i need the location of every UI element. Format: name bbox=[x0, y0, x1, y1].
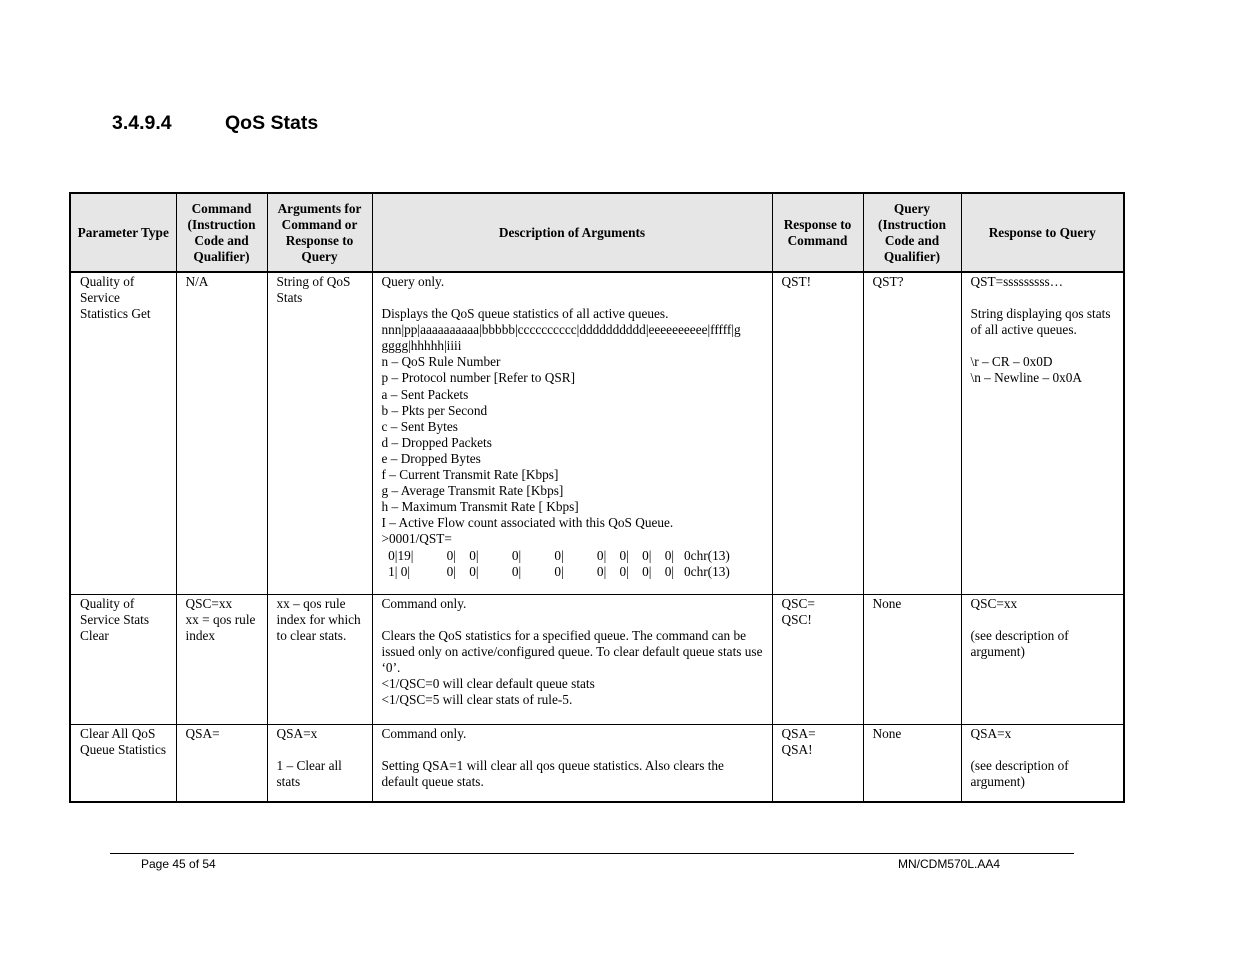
param-cell: Quality of Service Stats Clear bbox=[70, 594, 176, 724]
response-query-cell: QSC=xx (see description of argument) bbox=[961, 594, 1124, 724]
param-cell: Quality of Service Statistics Get bbox=[70, 272, 176, 594]
response-query-cell: QSA=x (see description of argument) bbox=[961, 724, 1124, 802]
header-command: Command (Instruction Code and Qualifier) bbox=[176, 193, 267, 272]
table-row bbox=[70, 272, 1124, 594]
table-row bbox=[70, 594, 1124, 724]
document-id: MN/CDM570L.AA4 bbox=[898, 857, 1001, 871]
description-cell: Command only. Setting QSA=1 will clear all qos queue statistics. Also clears the default queue stats. bbox=[372, 724, 772, 802]
response-command-cell: QSA= QSA! bbox=[772, 724, 863, 802]
command-cell: QSA= bbox=[176, 724, 267, 802]
response-command-cell: QST! bbox=[772, 272, 863, 594]
command-cell: N/A bbox=[176, 272, 267, 594]
arguments-cell: String of QoS Stats bbox=[267, 272, 372, 594]
description-cell: Command only. Clears the QoS statistics for a specified queue. The command can be issued only on active/configured queue. To clear default queue stats use ‘0’. <1/QSC=0 will clear default queue stats <1/QSC=5 will clear stats of rule-5. bbox=[372, 594, 772, 724]
qos-stats-table bbox=[69, 192, 1125, 803]
section-heading bbox=[112, 112, 318, 135]
query-cell: None bbox=[863, 724, 961, 802]
footer-divider bbox=[110, 853, 1074, 854]
header-query: Query (Instruction Code and Qualifier) bbox=[863, 193, 961, 272]
response-command-cell: QSC= QSC! bbox=[772, 594, 863, 724]
response-query-cell: QST=sssssssss… String displaying qos stats of all active queues. \r – CR – 0x0D \n – Newline – 0x0A bbox=[961, 272, 1124, 594]
page-number: Page 45 of 54 bbox=[141, 857, 216, 871]
header-description: Description of Arguments bbox=[372, 193, 772, 272]
table-row bbox=[70, 724, 1124, 802]
header-row bbox=[70, 193, 1124, 272]
param-cell: Clear All QoS Queue Statistics bbox=[70, 724, 176, 802]
section-title: QoS Stats bbox=[225, 112, 319, 134]
arguments-cell: xx – qos rule index for which to clear stats. bbox=[267, 594, 372, 724]
arguments-cell: QSA=x 1 – Clear all stats bbox=[267, 724, 372, 802]
query-cell: None bbox=[863, 594, 961, 724]
description-cell: Query only. Displays the QoS queue statistics of all active queues. nnn|pp|aaaaaaaaaa|bbbbb|cccccccccc|dddddddddd|eeeeeeeeee|fffff|g gggg|hhhhh|iiii n – QoS Rule Number p – Protocol number [Refer to QSR] a – Sent Packets b – Pkts per Second c – Sent Bytes d – Dropped Packets e – Dropped Bytes f – Current Transmit Rate [Kbps] g – Average Transmit Rate [Kbps] h – Maximum Transmit Rate [ Kbps] I – Active Flow count associated with this QoS Queue. >0001/QST= 0|19| 0| 0| 0| 0| 0| 0| 0| 0| 0chr(13) 1| 0| 0| 0| 0| 0| 0| 0| 0| 0| 0chr(13) bbox=[372, 272, 772, 594]
header-response-command: Response to Command bbox=[772, 193, 863, 272]
command-cell: QSC=xx xx = qos rule index bbox=[176, 594, 267, 724]
header-response-query: Response to Query bbox=[961, 193, 1124, 272]
header-parameter-type: Parameter Type bbox=[70, 193, 176, 272]
section-number: 3.4.9.4 bbox=[112, 112, 172, 134]
query-cell: QST? bbox=[863, 272, 961, 594]
header-arguments: Arguments for Command or Response to Query bbox=[267, 193, 372, 272]
